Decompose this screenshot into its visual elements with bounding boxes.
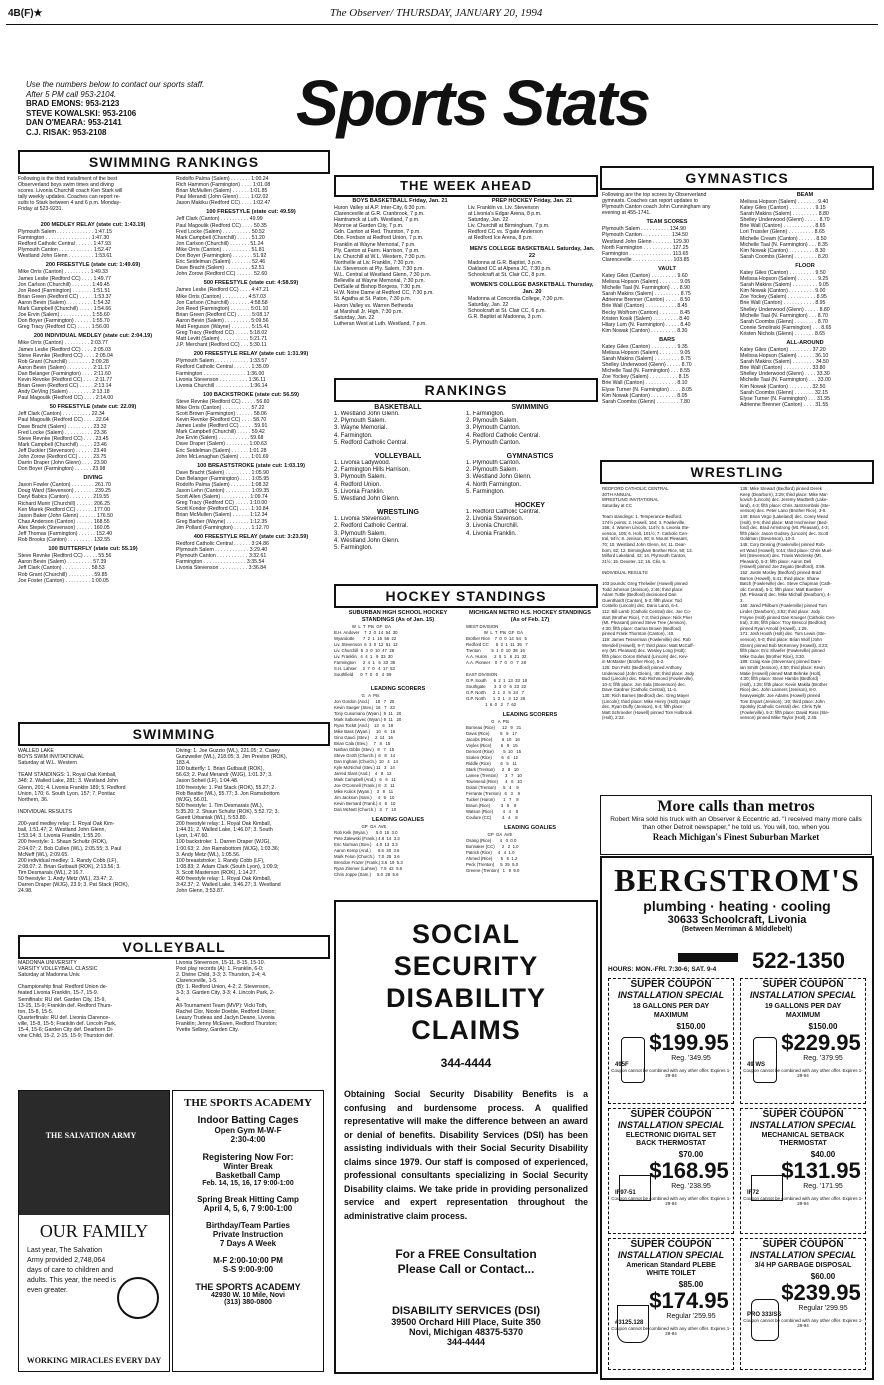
- swim-event: 100 BACKSTROKE (state cut: 56.59) Steve Revnke (Redford CC) . . . . . 56.60 Mike Orris (Canton) . . . . . . . . . . 57.22 Scott Brown (Farmington) . . . . . . 58.06 Kevin Revnke (Redford CC) . . . . 58.70 James Leslie (Redford CC) . . . . . 59.91 Mark Campbell (Churchill) . . . . . 59.42 Joe Ervin (Salem) . . . . . . . . . . . 59.68 Dave Draper (Salem) . . . . . . . . 1:00.63 Eric Seidelman (Salem) . . . . . . 1:01.28 John McLenaghan (Salem) . . . . 1:01.69: [176, 391, 300, 460]
- swim-event: 200 FREESTYLE (state cut: 1:49.69) Mike Orris (Canton) . . . . . . . . . 1:49.33 James Leslie (Redford CC) . . . . 1:49.77 Jon Carlson (Churchill) . . . . . . . 1:49.45 Jon Reed (Farmington) . . . . . . . 1:51.51 Brian Green (Redford CC) . . . . . 1:53.37 Aaron Bevin (Salem) . . . . . . . . . 1:54.32 Mark Campbell (Churchill) . . . . . 1:54.66 Joe Ervin (Salem) . . . . . . . . . . . 1:55.60 Don Boyer (Farmington) . . . . . . 1:55.70 Greg Tracy (Redford CC) . . . . . 1:56.00: [18, 262, 141, 331]
- contact-intro: Use the numbers below to contact our sports staff. After 5 PM call 953-2104.: [26, 80, 205, 99]
- ssd-cta: For a FREE Consultation Please Call or Contact...: [395, 1247, 537, 1276]
- swim-rank-col2: [176, 176, 326, 571]
- swim-event: 50 FREESTYLE (state cut: 22.09) Jeff Clark (Canton) . . . . . . . . . . 22.34 Paul Magoulik (Redford CC) . . . . 22.64 Dave Bracht (Salem) . . . . . . . . . 23.32 Fred Locke (Salem) . . . . . . . . . . 23.36 Steve Revnke (Redford CC) . . . . 23.45 Mark Campbell (Churchill) . . . . . 23.46 Jeff Duckler (Stevenson) . . . . . . 23.49 John Zorow (Redford CC) . . . . . 23.75 Darrin Draper (John Glenn) . . . . 23.90 Don Boyer (Farmington) . . . . . . 23.98: [18, 404, 137, 473]
- volleyball-col2: Livonia Stevenson, 15-11, 8-15, 15-10. Pool play records (A): 1. Franklin, 6-0; 2. Divine Child, 3-3; 3. Thurston, 2-4; 4. Clarenceville, 1-5. (B): 1. Redford Union, 4-2; 2. Stevenson, 3-3; 3. Garden City, 3-3; 4. Lincoln Park, 2- 4. All-Tournament Team (MVP): Vicki Toth, Rachel Clor, Nicole Doeble, Redford Union; Leaury Trudeau and Jaclyn Deane, Livonia Franklin; Jenny McEwen, Redford Thurston; Yvette Selbey, Garden City.: [176, 960, 278, 1034]
- bergstroms-ad: [600, 856, 874, 1380]
- bergstroms-phone: 522-1350: [752, 948, 845, 973]
- swim-event: 200 FREESTYLE RELAY (state cut: 1:31.99) Plymouth Salem . . . . . . . . . . . . 1:33.57 Redford Catholic Central . . . . . . 1:35.09 Farmington . . . . . . . . . . . . . . . 1:36.00 Livonia Stevenson . . . . . . . . . . 1:36.11 Livonia Churchill . . . . . . . . . . . . 1:36.14: [176, 351, 309, 389]
- hockey-title: HOCKEY STANDINGS: [334, 584, 598, 608]
- ssd-title-2: DISABILITY CLAIMS: [385, 983, 546, 1045]
- metros-body: Robert Mira sold his truck with an Observer & Eccentric ad. "I received many more calls than other Detroit newspaper," he told us. You will, too, when you: [610, 816, 862, 831]
- contact-3: DAN O'MEARA: 953-2141: [26, 118, 122, 127]
- swim-event: 200 MEDLEY RELAY (state cut: 1:43.19) Plymouth Salem . . . . . . . . . . . . . 1:47.15 Farmington . . . . . . . . . . . . . . . . 1:47.30 Redford Catholic Central . . . . . . 1:47.93 Plymouth Canton . . . . . . . . . . . . 1:52.47 Westland John Glenn . . . . . . . . . 1:53.61: [18, 222, 146, 260]
- coupon[interactable]: SUPER COUPON INSTALLATION SPECIAL 19 GALLONS PER DAY MAXIMUM $150.00 $229.95 Reg. '379.95 49 WS Coupon cannot be combined with any other offer. Expires 1-29-94: [740, 978, 866, 1104]
- salvation-badge: THE SALVATION ARMY: [45, 1131, 137, 1140]
- swimming-col1: WALLED LAKE BOYS SWIM INVITATIONAL Saturday at W.L. Western TEAM STANDINGS: 1. Royal Oak Kimball, 348; 2. Walled Lake, 281; 3. Westland John Glenn, 201; 4. Livonia Franklin 189; 5. Redford Union, 170; 6. South Lyon, 157; 7. Pontiac Northern, 36. INDIVIDUAL RESULTS 200-yard medley relay: 1. Royal Oak Kim- ball, 1:51.47; 2. Westland John Glenn, 1:53.14; 3. Livonia Franklin, 1:55.20. 200 freestyle: 1. Shaun Schultz (ROK), 2:04.07; 2. Bob Cullen (WL), 2:05.55; 3. Paul McNeff (WL), 2:09.65. 200 individual medley: 1. Randy Cobb (LF), 2:08.07; 2. Brian Gutbault (ROK), 2:13.56; 3. Tim Desmarais (WL), 2:16.7. 50 freestyle: 1. Andy Metz (WL), 23.47; 2. Darren Draper (WJG), 23.9; 3. Pat Stack (ROK), 24.98.: [18, 748, 129, 895]
- metros-ad: [600, 795, 872, 855]
- salvation-shield-icon: [117, 1277, 159, 1319]
- salvation-photo: [19, 1091, 169, 1215]
- bergstroms-hours: HOURS: MON.-FRI. 7:30-6; SAT. 9-4: [608, 966, 717, 973]
- ssd-phone: 344-4444: [440, 1056, 492, 1070]
- coupon[interactable]: SUPER COUPON INSTALLATION SPECIAL ELECTRONIC DIGITAL SET BACK THERMOSTAT $70.00 $168.95 Reg. '238.95 IF97-51 Coupon cannot be combined with any other offer. Expires 1-29-94: [608, 1108, 734, 1234]
- ssd-title-1: SOCIAL SECURITY: [393, 919, 539, 981]
- contact-4: C.J. RISAK: 953-2108: [26, 127, 107, 137]
- swim-event: 400 FREESTYLE RELAY (state cut: 3:23.59) Redford Catholic Central . . . . . . 3:24.86 Plymouth Salem . . . . . . . . . . . . 3:29.40 Plymouth Canton . . . . . . . . . . . 3:32.61 Farmington . . . . . . . . . . . . . . . 3:35.54 Livonia Stevenson . . . . . . . . . . 3:36.84: [176, 533, 309, 572]
- week-ahead-right: PREP HOCKEY Friday, Jan. 21 Liv. Franklin vs. Liv. Stevenson at Livonia's Edgar Arena, 8 p.m. Saturday, Jan. 22 Liv. Churchill at Birmingham, 7 p.m. Redford CC vs. S'gate Anderson at Redford Ice Arena, 8 p.m. MEN'S COLLEGE BASKETBALL Saturday, Jan. 22 Madonna at G.R. Baptist, 3 p.m. Oakland CC at Alpena JC, 7:30 p.m. Schoolcraft at St. Clair CC, 8 p.m. WOMEN'S COLLEGE BASKETBALL Thursday, Jan. 20 Madonna at Concordia College, 7:30 p.m. Saturday, Jan. 22 Schoolcraft at St. Clair CC, 6 p.m. G.R. Baptist at Madonna, 3 p.m.: [468, 198, 595, 321]
- folio: The Observer/ THURSDAY, JANUARY 20, 1994: [330, 7, 543, 19]
- wrestling-col2: 135: Mike Stewart (Bedford) pinned Derek Keep (Dearborn), 3:29; third place: Mike Mar- kovich (Lincoln) dec. Jeremy MacBeth (Lake- land), 4-3; fifth place: Chris Jastrzembski (Ste- venson) dec. Peter Lano (Brother Rice), 3-0. 140: Brian Virgo (Lakeland) dec. Corey Mead (Holt), 9-5; third place: Matt Hochreiner (Bed- ford) dec. Brad Armstrong (Mt. Pleasant), 4-3; fifth place: Jason Godsey (Lincoln) dec. Scott Goldman (Stevenson), 10-3. 145: Cory Dinning (Fowlerville) pinned Rob- ert Ward (Howell), 5:44; third place: Chris Muel- lett (Stevenson) dec. Travis Weziesky (Mt. Pleasant), 5-3; fifth place: Aaron Dell (Howell) pinned Joe Zegato (Bedford), 3:59. 152: Justin Mosley (Bedford) pinned Brad Barron (Howell), 5:41; third place: Shane Batch (Fowlerville) dec. Steve Chapman (Cath- olic Central), 5-1; fifth place: Matt Boettner (Mt. Pleasant) dec. Mike Michall (Dearborn), 4- 3. 160: Jared Philburn (Fowlerville) pinned Tom Linder (Dearborn), 3:52; third place: Jody Frayne (Holt) pinned Dan Krueger (Catholic Cen- tral), 3:45; fifth place: Troy Brescol (Bedford) pinned Ryan Arnold (Howell), 1:25. 171: Josh Hooth (Holt) dec. Tom Lewis (Ste- venson), 5-0; third place: Brian Wolf (John Glenn) pinned Bob McKenney (Howell), 3:23; fifth place: Eric Shaefer (Fowlerville) pinned Mike Goulas (Brother Rice), 3:30. 189: Craig Kaie (Stevenson) pinned Dam- ian Smith (Jenison), 4:50; third place: Kevin Matie (Howell) pinned Matt Behnke (Holt), 4:30; fifth place: Steve Hambs (Bedford) (Holt), 1:25; fifth place: Kevin Makila (Brother Rice) dec. John Lanners (Jenison), 8-0. heavyweight: Joe Adams (Howell) pinned Tom Enyart (Jenison), :20; third place: John Spotsky (Catholic Central) dec. Chris Tyle (Fowlerville), 6-3; fifth place: David Ross (Ste- venson) pinned Mike Taylor (Holt), 2:45.: [740, 486, 836, 721]
- volleyball-col1: MADONNA UNIVERSITY VARSITY VOLLEYBALL CLASSIC Saturday at Madonna Univ. Championship final: Redford Union de- feated Livonia Franklin, 15-7, 15-9. Semifinals: RU def. Garden City, 15-9, 13-15, 15-9; Franklin def. Redford Thurs- ton, 15-8, 15-5. Quarterfinals: RU def. Livonia Clarence- ville, 15-8, 15-5; Franklin def. Lincoln Park, 15-4, 15-6; Garden City def. Dearborn Di- vine Child, 15-2, 2-15, 15-9; Thurston def.: [18, 960, 117, 1040]
- water-heater-icon: [753, 1037, 777, 1083]
- ssd-company: DISABILITY SERVICES (DSI): [391, 1305, 541, 1317]
- toilet-icon: [617, 1305, 649, 1343]
- swim-event: DIVING Jason Fowler (Canton) . . . . . . . . 261.70 Doug Ward (Stevenson) . . . . . . . 239.25 Daryl Babics (Canton) . . . . . . . . 219.55 Richard Munir (Churchill) . . . . . . 206.25 Ken Marek (Redford CC) . . . . . . 177.00 Jason Baker (John Glenn) . . . . . . 176.50 Chas Anderson (Canton) . . . . . . 168.55 Alex Stepek (Stevenson) . . . . . . 160.05 Jeff Thomas (Farmington) . . . . . . 152.40 Rob Brooks (Canton) . . . . . . . . . 132.55: [18, 475, 113, 544]
- week-ahead-title: THE WEEK AHEAD: [334, 175, 598, 197]
- swimming-rankings-title: SWIMMING RANKINGS: [18, 150, 330, 174]
- water-heater-icon: [621, 1037, 645, 1083]
- gymnastics-col2: BEAM Melissa Hopson (Salem) . . . . . . . 9.40 Katey Giles (Canton) . . . . . . . . . 9.15 Sarah Makins (Salem) . . . . . . . . . 8.80 Shelley Underwood (Glenn) . . . . . 8.70 Brie Wall (Canton) . . . . . . . . . . . 8.65 Lori Trussler (Glenn) . . . . . . . . . 8.65 Michelle Cream (Canton) . . . . . . 8.50 Michelle Taal (N. Farmington) . . . 8.35 Kim Nowak (Canton) . . . . . . . . . 8.30 Sarah Coombs (Glenn) . . . . . . . . 8.20 FLOOR Katey Giles (Canton) . . . . . . . . . 9.50 Melissa Hopson (Salem) . . . . . . . 9.25 Sarah Makins (Salem) . . . . . . . . . 9.05 Kim Nowak (Canton) . . . . . . . . . 9.00 Zoe Yockey (Salem) . . . . . . . . . . 8.95 Brie Wall (Canton) . . . . . . . . . . . 8.95 Shelley Underwood (Glenn) . . . . . 8.80 Michelle Taal (N. Farmington) . . . 8.70 Sarah Coombs (Glenn) . . . . . . . . 8.70 Connie Smolinski (Farmington) . . . 8.65 Kristen Nichols (Glenn) . . . . . . . 8.65 ALL-AROUND Katey Giles (Canton) . . . . . . . . 37.20 Melissa Hopson (Salem) . . . . . . 36.10 Sarah Makins (Salem) . . . . . . . . 34.50 Brie Wall (Canton) . . . . . . . . . . 33.80 Shelley Underwood (Glenn) . . . . 33.30 Michelle Taal (N. Farmington) . . . 33.00 Kim Nowak (Canton) . . . . . . . . 32.50 Sarah Coombs (Glenn) . . . . . . . 32.15 Elyse Turner (N. Farmington) . . . 31.95 Adrienne Brenner (Canton) . . . . 31.55: [740, 192, 832, 408]
- social-security-ad: [334, 900, 598, 1374]
- credit-cards-icon: [678, 953, 738, 962]
- bergstroms-name: BERGSTROM'S: [614, 862, 860, 898]
- hockey-right: MICHIGAN METRO H.S. HOCKEY STANDINGS (As of Feb. 17) WEST DIVISION W L T Pts GF GA Brother Rice 7 0 0 14 54 5 Redford CC 5 2 1 11 35 7 Trenton 5 1 0 10 38 16 A.A. Huron 2 5 1 6 21 32 A.A. Pioneer 0 7 0 0 7 28 EAST DIVISION G.P. South 6 2 1 13 33 18 Southgate 3 3 0 6 23 22 G.P. North 2 1 3 5 24 7 G.P. North 1 3 1 3 12 26 1 6 0 2 7 62 LEADING SCORERS G A Pts Burneau (Rice) 12 9 21 Davis (Rice) 8 9 17 Jacobs (Rice) 6 10 16 Voyles (Rice) 6 9 15 Demont (Rice) 5 10 15 Scalen (Rice) 6 6 12 Riddle (Rice) 6 5 11 Stark (Trenton) 2 8 10 Lamee (Trenton) 3 7 10 Townsend (Rice) 4 6 10 Dolan (Trenton) 5 4 9 Ferrante (Trenton) 6 3 9 Tucker (Huron) 1 7 8 Braun (Rice) 3 5 8 Watson (Rice) 4 4 8 Coulure (CC) 4 4 8 LEADING GOALIES GP GA AVE Osang (Rice) 4 0 0.0 Bonnaker (CC) 2 2 1.0 Patrick (Rice) 4 4 1.0 Ahmed (Rice) 5 6 1.2 Peck (Trenton) 5 25 5.0 Greene (Trenton) 1 9 9.0: [466, 610, 591, 873]
- swim-event: Rodolfo Palma (Salem) . . . . . . . 1:00.24 Rich Hammon (Farmington) . . . . 1:01.08 Brian McMullen (Salem) . . . . . . 1:01.85 Paul Merandi (John Glenn) . . . . 1:02.02 Jason Makiku (Redford CC) . . . . 1:02.47: [176, 176, 271, 207]
- ssd-phone-2: 344-4444: [446, 1337, 486, 1347]
- hockey-left: SUBURBAN HIGH SCHOOL HOCKEY STANDINGS (As of Jan. 15) W L T Pts GF GA B.H. Andover 7 2 0 14 54 30 Wyandotte 7 2 1 15 56 22 Liv. Stevenson 6 3 0 12 61 12 Liv. Churchill 5 3 0 10 47 28 Liv. Franklin 4 4 1 9 33 30 Farmington 2 4 1 5 33 36 S.H. Lahser 2 7 0 4 17 53 Southfield 0 7 0 0 4 59 LEADING SCORERS G A Pts Jon Gordon (And.) 18 7 25 Kevin Saeger (Stev.) 16 7 23 Tony Cusumano (Wyan.) 9 11 20 Mark Sabonevec (Wyan.) 9 11 20 Ryan Tocktt (And.) 13 6 19 Mike Bass (Wyan.) 10 6 16 Gino Gauci (Stev.) 2 14 16 Brian Cala (Stev.) 7 8 15 Nathan Gibbs (Stev.) 8 7 15 Steve Groth (Church.) 6 8 14 Dan Ingham (Church.) 10 4 14 Kyle McNichol (Stev.) 11 3 14 Jarred Slant (And.) 4 8 12 Mark Campbell (And.) 6 5 11 Joe O'Connell (Frank.) 8 3 11 Mike Kulick (Wyan.) 3 8 11 Jim Jackson (Sam.) 4 6 10 Kevin Bernard (Frank.) 4 6 10 Dan McNutt (Church.) 3 7 10 LEADING GOALIES GP GA AVE Rob Kelk (Wyan.) 5.0 15 3.0 Pete Zalewski (Frank.) 4.8 14 3.3 Eric Norman (Stev.) 4.0 13 3.3 Aaron Kemp (And.) 8.5 30 3.6 Mark Felon (Church.) 7.0 25 3.6 Brendon Frazer (Frank.) 3.6 19 5.3 Ryan Zimmer (Lahser) 7.5 42 5.6 Chris Joppe (Sam.) 5.0 28 5.6: [334, 610, 448, 877]
- swim-rank-col1: [18, 220, 168, 584]
- ssd-body: Obtaining Social Security Disability Benefits is a confusing and burdensome process. A qualified representative will make the difference between an award or denial of benefits. Disability Services (DSI) has been assisting individuals with their Social Security Disability claims since 1979. Our staff is composed of experienced, professional consultants specializing in Social Security Disability claims. We take pride in providing personalized service and expert representation throughout the administrative claim process.: [344, 1089, 588, 1221]
- swimming-col2: Diving: 1. Joe Guzzio (WL), 221.05; 2. Casey Gunzweiler (WL), 218.05; 3. Jim Preston (ROK), 183.4. 100 butterfly: 1. Brian Gutbault (ROK), 56.63; 2. Paul Merandr (WJG), 1:01.37; 3. Jason Soheil (LF), 1:04.48. 100 freestyle: 1. Pat Stack (ROK), 55.27; 2. Rob Beattie (WL), 55.77; 3. Jon Ramsbottom (WJG), 56.01. 500 freestyle: 1. Tim Desmarais (WL), 5:35.20; 2. Shaun Schultz (ROK), 5:52.72; 3. Garett Urbaniak (WL), 5:53.80. 200 freestyle relay: 1. Royal Oak Kimball, 1:44.31; 2. Walled Lake, 1:46.07; 3. South Lyon, 1:47.60. 100 backstroke: 1. Darren Draper (WJG), 1:00.63; 2. Jon Ramsbottom (WJG), 1:03.36; 3. Andy Metz (WL), 1:05.56. 100 breaststroke: 1. Randy Cobb (LF), 1:08.83; 2. Adam Clark (South Lyon), 1:09.9; 3. Scott Masterson (ROK), 1:14.27. 400 freestyle relay: 1. Royal Oak Kimball, 3:42.37; 2. Walled Lake, 3:46.27; 3. Westland John Glenn, 3:53.87.: [176, 748, 287, 895]
- rankings-title: RANKINGS: [334, 378, 598, 402]
- salvation-army-ad: [18, 1090, 170, 1372]
- salvation-head: OUR FAMILY: [39, 1221, 149, 1241]
- coupon[interactable]: SUPER COUPON INSTALLATION SPECIAL 3/4 HP GARBAGE DISPOSAL $60.00 $239.95 Regular '299.95 PRO 333/SS Coupon cannot be combined with any other offer. Expires 1-29-94: [740, 1238, 866, 1370]
- contact-box: [26, 80, 216, 137]
- rankings-left: BASKETBALL 1. Westland John Glenn. 2. Plymouth Salem. 3. Wayne Memorial. 4. Farmington. 5. Redford Catholic Central. VOLLEYBALL 1. Livonia Ladywood. 2. Farmington Hills Harrison. 3. Plymouth Salem. 4. Redford Union. 5. Livonia Franklin. 5. Westland John Glenn. WRESTLING 1. Livonia Stevenson. 2. Redford Catholic Central. 3. Plymouth Salem. 4. Westland John Glenn. 5. Farmington.: [334, 404, 422, 552]
- swimming-title: SWIMMING: [18, 722, 330, 746]
- coupon[interactable]: SUPER COUPON INSTALLATION SPECIAL 18 GALLONS PER DAY MAXIMUM $150.00 $199.95 Reg. '349.95 495F Coupon cannot be combined with any other offer. Expires 1-29-94: [608, 978, 734, 1104]
- week-ahead-left: BOYS BASKETBALL Friday, Jan. 21 Huron Valley at A.P. Inter-City, 6:30 p.m. Clarenceville at G.R. Cranbrook, 7 p.m. Hamtramck at Luth. Westland, 7 p.m. Monroe at Garden City, 7 p.m. Gdn. Canton at Red. Thurston, 7 p.m. Dbn. Fordson at Redford Union, 7 p.m. Franklin at Wayne Memorial, 7 p.m. Ply. Canton at Farm. Harrison, 7 p.m. Liv. Churchill at W.L. Western, 7:30 p.m. Northville at Liv. Franklin, 7:30 p.m. Liv. Stevenson at Ply. Salem, 7:30 p.m. W.L. Central at Westland Glenn, 7:30 p.m. Belleville at Wayne Memorial, 7:30 p.m. DetSalle at Bishop Borgess, 7:30 p.m. H.W. Notre Dame at Redford CC, 7:30 p.m. St. Agatha at St. Paton, 7:30 p.m. Huron Valley vs. Warren Bethesda at Marshall Jr. High, 7:30 p.m. Saturday, Jan. 22 Lutheran West at Luth. Westland, 7 p.m.: [334, 198, 448, 327]
- ssd-address-1: 39500 Orchard Hill Place, Suite 350: [391, 1317, 541, 1327]
- thermostat-icon: [619, 1175, 651, 1201]
- salvation-body: Last year, The Salvation Army provided 2,748,064 days of care to children and adults. This year, the need is even greater.: [27, 1247, 116, 1294]
- metros-title: More calls than metros: [657, 798, 815, 815]
- salvation-foot: WORKING MIRACLES EVERY DAY: [26, 1356, 162, 1365]
- contact-1: BRAD EMONS: 953-2123: [26, 99, 120, 108]
- page-id: 4B(F)★: [8, 8, 43, 19]
- wrestling-title: WRESTLING: [600, 460, 874, 484]
- gymnastics-col1: Following are the top scores by Observerland gymnasts. Coaches can report updates to Plymouth Canton coach John Cunningham any evening at 455-1741. TEAM SCORES Plymouth Salem . . . . . . . . . . 134.90 Plymouth Canton . . . . . . . . . . 134.50 Westland John Glenn . . . . . . . 129.30 North Farmington . . . . . . . . . . 127.25 Farmington . . . . . . . . . . . . . . . 113.65 Clarenceville . . . . . . . . . . . . . . 103.85 VAULT Katey Giles (Canton) . . . . . . . . . 9.60 Melissa Hopson (Salem) . . . . . . . 9.05 Michelle Taal (N. Farmington) . . . 8.90 Sarah Makins (Salem) . . . . . . . . . 8.75 Adrienne Brenner (Canton) . . . . . 8.50 Brie Wall (Canton) . . . . . . . . . . . 8.45 Becky Wolfrom (Canton) . . . . . . . 8.45 Kristen Kosik (Salem) . . . . . . . . . 8.40 Hilary Lum (N. Farmington) . . . . . 8.40 Kim Nowak (Canton) . . . . . . . . . 8.30 BARS Katey Giles (Canton) . . . . . . . . . 9.35 Melissa Hopson (Salem) . . . . . . . 9.05 Sarah Makins (Salem) . . . . . . . . . 8.75 Shelley Underwood (Glenn) . . . . . 8.70 Michelle Taal (N. Farmington) . . . 8.55 Zoe Yockey (Salem) . . . . . . . . . . 8.15 Brie Wall (Canton) . . . . . . . . . . . 8.10 Elyse Turner (N. Farmington) . . . . 8.05 Kim Nowak (Canton) . . . . . . . . . 8.05 Sarah Coombs (Glenn) . . . . . . . . 7.80: [602, 192, 711, 405]
- thermostat-icon: [751, 1175, 783, 1201]
- metros-tag: Reach Michigan's Finest Suburban Market: [652, 832, 820, 842]
- gymnastics-title: GYMNASTICS: [600, 166, 874, 190]
- bergstroms-address: 30633 Schoolcraft, Livonia: [667, 914, 807, 926]
- disposal-icon: [751, 1299, 779, 1341]
- swim-event: 100 FREESTYLE (state cut: 49.59) Jeff Clark (Canton) . . . . . . . . . . 49.99 Paul Magoulik (Redford CC) . . . . 50.35 Fred Locke (Salem) . . . . . . . . . . 50.52 Mark Campbell (Churchill) . . . . . 51.20 Jon Carlson (Churchill) . . . . . . . 51.24 Mike Orris (Canton) . . . . . . . . . . 51.81 Don Boyer (Farmington) . . . . . . . 51.92 Eric Seidelman (Salem) . . . . . . . 52.46 Dave Bracht (Salem) . . . . . . . . . 52.51 John Zorow (Redford CC) . . . . . . 52.60: [176, 209, 296, 278]
- ssd-address-2: Novi, Michigan 48375-5370: [408, 1327, 524, 1337]
- swimming-rankings-intro: Following is the third installment of the best Observerland boys swim times and diving scores. Livonia Churchill coach Ken Stark will tally weekly updates. Coaches can report re- sults to Stark between 4 and 6 p.m. Monday- Friday at 523-9231.: [18, 176, 123, 213]
- swim-event: 500 FREESTYLE (state cut: 4:58.59) James Leslie (Redford CC) . . . . 4:47.21 Mike Orris (Canton) . . . . . . . . . 4:57.03 Jon Carlson (Churchill) . . . . . . . 4:58.58 Jon Reed (Farmington) . . . . . . . 5:01.10 Brian Green (Redford CC) . . . . . 5:08.17 Aaron Bevin (Salem) . . . . . . . . . 5:09.56 Matt Ferguson (Wayne) . . . . . . . 5:15.41 Greg Tracy (Redford CC) . . . . . 5:18.02 Matt Levitt (Salem) . . . . . . . . . . 5:21.71 J.P. Merchant (Redford CC) . . . 5:30.11: [176, 280, 299, 349]
- wrestling-col1: REDFORD CATHOLIC CENTRAL 30TH ANNUAL WRESTLING INVITATIONAL Saturday at CC Team standings: 1. Temperance-Bedford, 174½ points; 2. Howell, 164; 3. Fowlerville, 156; 4. Warren Lincoln, 114½; 5. Livonia Ste- venson, 105; 6. Holt, 101½; 7. Catholic Cen- tral, 94½; 8. Jenison, 90; 9. Mount Pleasant, 70; 10. Westland John Glenn, 64; 11. Dear- born, 62; 12. Birmingham Brother Rice, 50; 13. Milford Lakeland, 42; 14. Plymouth Canton, 21½; 15. Dexeter, 12; 16. Clio, 6. INDIVIDUAL RESULTS 103 pounds: Greg Thelwiler (Howell) pinned Todd Johnson (Jenison), 2:46; third place: Adam Tuttle (Bedford) decisioned Dan Guenthardt (Canton), 5-3; fifth place: Tod Costello (Lincoln) dec. Dario Lanzi, 6-4. 112: Bill Lamb (Catholic Central) dec. Joe Co- start (Brother Rice), 7-3; third place: Nick Prier (Mt. Pleasant) pinned Steve Tree (Jenison), 4:30; fifth place: Garran Brown (Bedford) pinned Frank Thornton (Canton), :40. 119: James Tesserman (Fowlerville) dec. Rob Wendell (Howell), 9-7; third place: Matt McCaff- ery (Mt. Pleasant) dec. Wesley Long (Holt); fifth place: Doron Ekhard (Lincoln) dec. Kev- in McMaster (Brother Rice), 5-2. 125: Don Feltz (Bedford) pinned Anthony Underwood (John Glenn), :48; third place: Jody Bud (Lincoln) dec. Rob Richmond (Fowlerville), 10-4; fifth place: Jon Sala (Stevenson) dec. Dave Gardner (Catholic Central), 11-4. 130: Rich Barnes (Bedford) dec. Greg Mayer (Lincoln); third place: Mike Henry (Holt) major dec. Ryan Duffy (Jenison), 6-4; fifth place: Matt Schroeder (Howell) pinned Tom Holbrook (Holt), 2:22.: [602, 486, 695, 721]
- swim-event: 100 BREASTSTROKE (state cut: 1:03.19) Dave Bracht (Salem) . . . . . . . . . 1:05.90 Dan Belanger (Farmington) . . . . 1:05.95 Rodolfo Palma (Salem) . . . . . . . 1:08.32 Jason Lehn (Canton) . . . . . . . . . 1:09.35 Scott Allen (Salem) . . . . . . . . . . 1:09.74 Greg Tracy (Redford CC) . . . . . 1:10.00 Scott Kondor (Redford CC) . . . . 1:10.84 Brian McMullen (Salem) . . . . . . 1:12.34 Greg Barber (Wayne) . . . . . . . . 1:12.35 Jim Pollard (Farmington) . . . . . . 1:12.70: [176, 462, 305, 531]
- bergstroms-tagline: plumbing · heating · cooling: [643, 898, 831, 914]
- bergstroms-between: (Between Merriman & Middlebelt): [681, 926, 793, 933]
- contact-2: STEVE KOWALSKI: 953-2106: [26, 108, 137, 118]
- volleyball-title: VOLLEYBALL: [18, 935, 330, 959]
- swim-event: 100 BUTTERFLY (state cut: 55.19) Steve Revnke (Redford CC) . . . . . 55.56 Aaron Bevin (Salem) . . . . . . . . . 57.39 Jeff Clark (Canton) . . . . . . . . . . 58.53 Rob Grant (Churchill) . . . . . . . . . 59.85 Joe Foster (Canton) . . . . . . . . . 1:00.05: [18, 546, 138, 584]
- coupon[interactable]: SUPER COUPON INSTALLATION SPECIAL American Standard PLEBE WHITE TOILET $85.00 $174.95 Regular '259.95 #3125.128 Coupon cannot be combined with any other offer. Expires 1-29-94: [608, 1238, 734, 1370]
- coupon[interactable]: SUPER COUPON INSTALLATION SPECIAL MECHANICAL SETBACK THERMOSTAT $40.00 $131.95 Reg. '171.95 IF72 Coupon cannot be combined with any other offer. Expires 1-29-94: [740, 1108, 866, 1234]
- rankings-right: SWIMMING 1. Farmington. 2. Plymouth Salem. 3. Plymouth Canton. 4. Redford Catholic Central. 5. Plymouth Canton. GYMNASTICS 1. Plymouth Canton. 2. Plymouth Salem. 3. Westland John Glenn. 4. North Farmington. 5. Farmington. HOCKEY 1. Redford Catholic Central. 2. Livonia Stevenson. 3. Livonia Churchill. 4. Livonia Franklin.: [466, 404, 554, 537]
- page-title: Sports Stats: [296, 67, 649, 139]
- swim-event: 200 INDIVIDUAL MEDLEY (state cut: 2:04.19) Mike Orris (Canton) . . . . . . . . . 2:03.77 James Leslie (Redford CC) . . . . 2:05.03 Steve Revnke (Redford CC) . . . . 2:05.04 Rob Grant (Churchill) . . . . . . . . 2:09.28 Aaron Bevin (Salem) . . . . . . . . . 2:11.17 Dan Belanger (Farmington) . . . . 2:11.60 Kevin Revnke (Redford CC) . . . . 2:11.77 Brian Green (Redford CC) . . . . . 2:13.14 Andy DeVing (Salem) . . . . . . . . 2:13.18 Paul Magoulik (Redford CC) . . . . 2:14.00: [18, 333, 153, 402]
- sports-academy-ad: THE SPORTS ACADEMY Indoor Batting Cages Open Gym M-W-F 2:30-4:00 Registering Now For: Winter Break Basketball Camp Feb. 14, 15, 16, 17 9:00-1:00 Spring Break Hitting Camp April 4, 5, 6, 7 9:00-1:00 Birthday/Team Parties Private Instruction 7 Days A Week M-F 2:00-10:00 PM S-S 9:00-9:00 THE SPORTS ACADEMY 42930 W. 10 Mile, Novi (313) 380-0800: [172, 1090, 324, 1372]
